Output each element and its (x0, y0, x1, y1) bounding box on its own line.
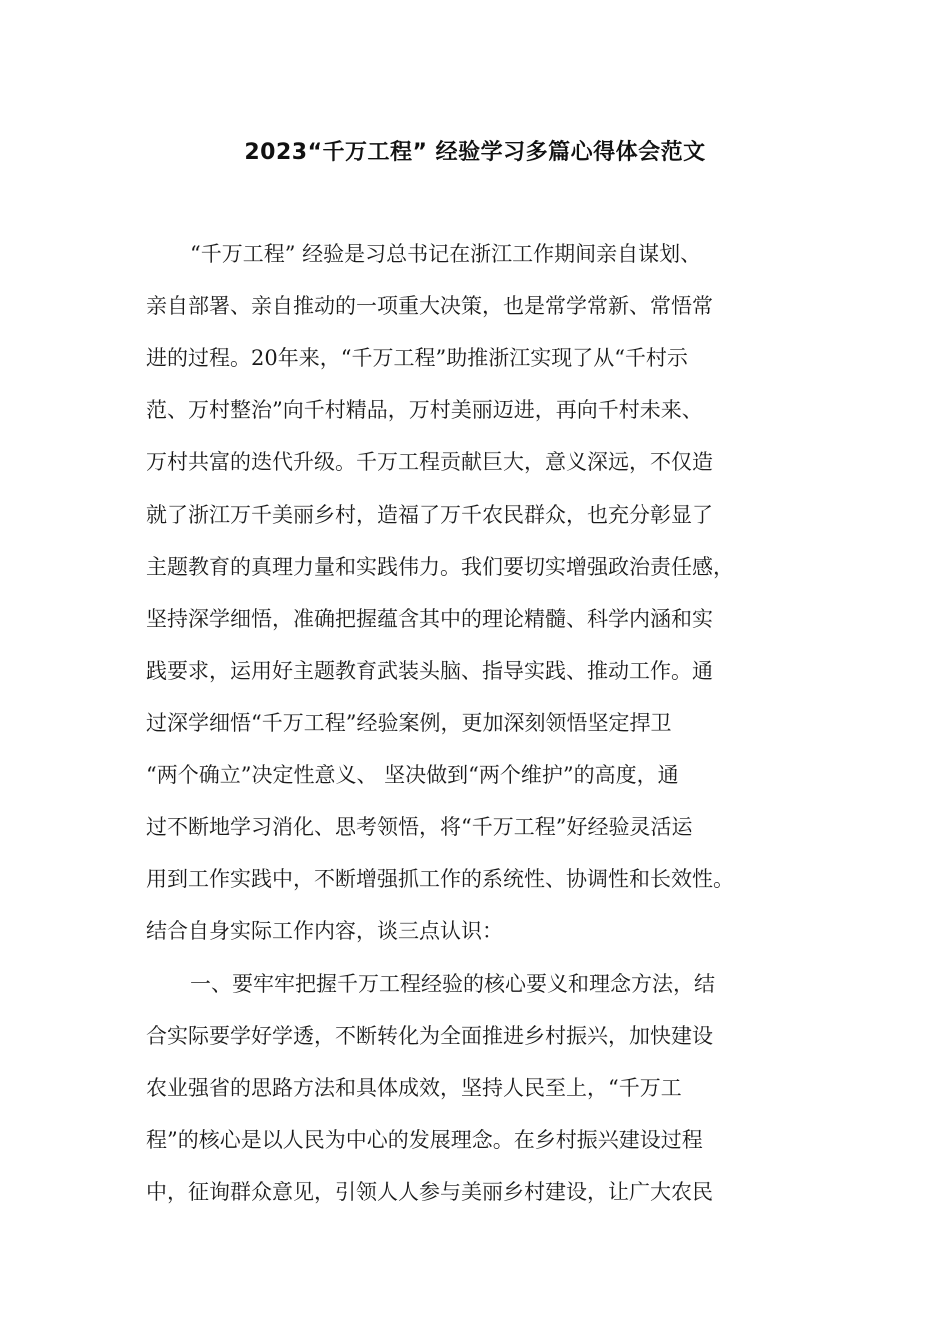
paragraph-line: 范、万村整治”向千村精品，万村美丽迈进，再向千村未来、 (146, 398, 703, 422)
document-title: 2023“千万工程” 经验学习多篇心得体会范文 (244, 140, 706, 165)
paragraph-line: 亲自部署、亲自推动的一项重大决策，也是常学常新、常悟常 (146, 294, 713, 318)
paragraph-line: 合实际要学好学透，不断转化为全面推进乡村振兴，加快建设 (146, 1024, 713, 1048)
paragraph-line: 结合自身实际工作内容，谈三点认识： (146, 919, 503, 943)
paragraph-line: 主题教育的真理力量和实践伟力。我们要切实增强政治责任感， (146, 555, 734, 579)
paragraph-line: 万村共富的迭代升级。千万工程贡献巨大，意义深远，不仅造 (146, 450, 713, 474)
paragraph-line: 程”的核心是以人民为中心的发展理念。在乡村振兴建设过程 (146, 1128, 703, 1152)
paragraph-line: 用到工作实践中，不断增强抓工作的系统性、协调性和长效性。 (146, 867, 734, 891)
paragraph-line: “千万工程” 经验是习总书记在浙江工作期间亲自谋划、 (190, 242, 702, 266)
paragraph-line: “两个确立”决定性意义、 坚决做到“两个维护”的高度，通 (146, 763, 679, 787)
paragraph-line: 中，征询群众意见，引领人人参与美丽乡村建设，让广大农民 (146, 1180, 713, 1204)
paragraph-line: 过深学细悟“千万工程”经验案例，更加深刻领悟坚定捍卫 (146, 711, 672, 735)
paragraph-line: 农业强省的思路方法和具体成效，坚持人民至上，“千万工 (146, 1076, 682, 1100)
paragraph-line: 就了浙江万千美丽乡村，造福了万千农民群众，也充分彰显了 (146, 503, 713, 527)
paragraph-line: 坚持深学细悟，准确把握蕴含其中的理论精髓、科学内涵和实 (146, 607, 713, 631)
paragraph-line: 践要求，运用好主题教育武装头脑、指导实践、推动工作。通 (146, 659, 713, 683)
paragraph-line: 过不断地学习消化、思考领悟，将“千万工程”好经验灵活运 (146, 815, 693, 839)
paragraph-line: 一、要牢牢把握千万工程经验的核心要义和理念方法，结 (190, 972, 715, 996)
paragraph-line: 进的过程。20年来，“千万工程”助推浙江实现了从“千村示 (146, 346, 688, 370)
